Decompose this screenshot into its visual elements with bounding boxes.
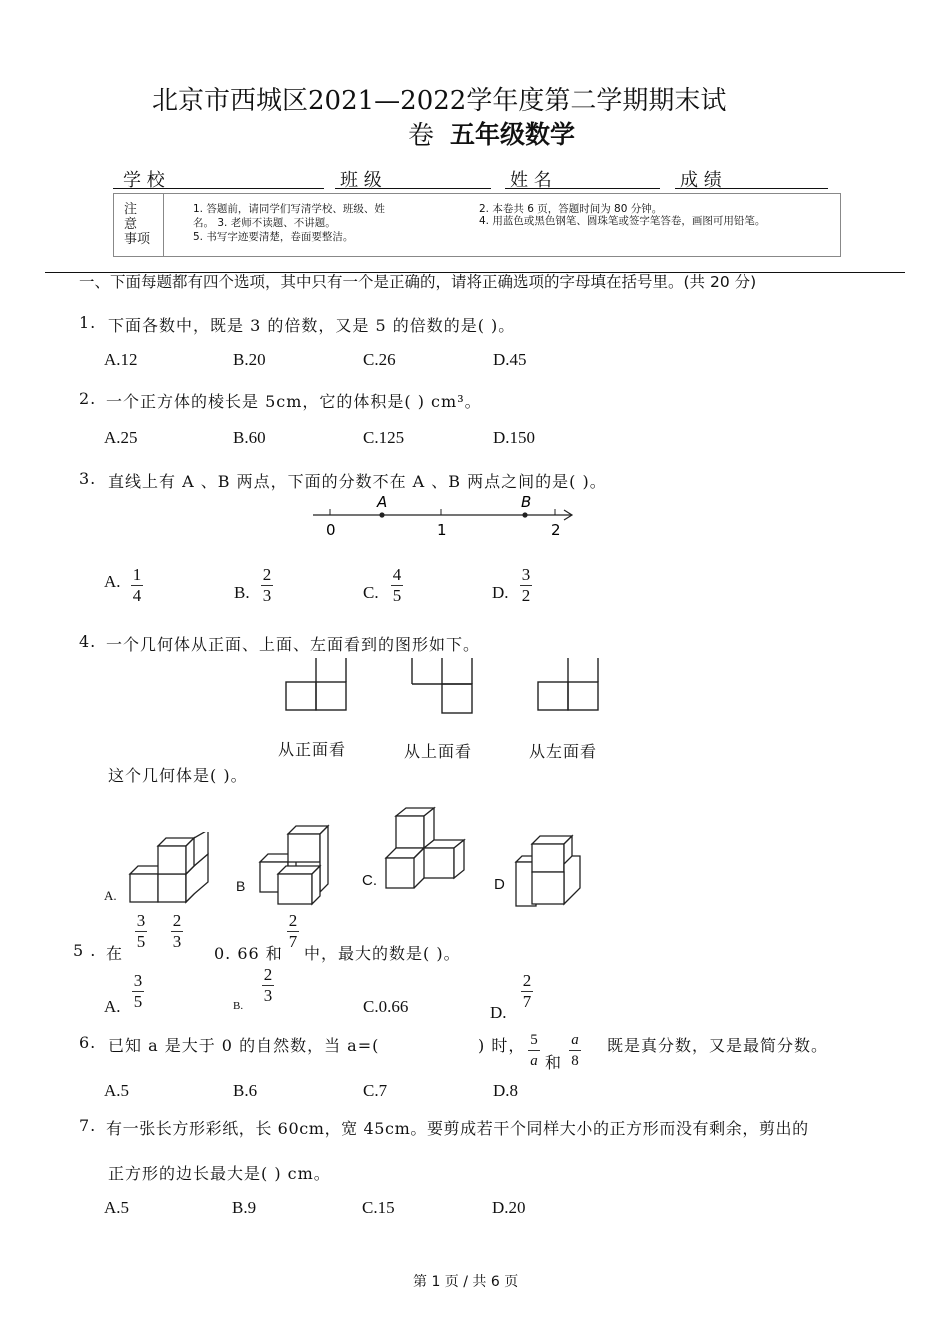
notice-label-3: 事项 xyxy=(124,232,151,247)
solid-b-figure[interactable] xyxy=(258,824,338,908)
option-c[interactable]: C.26 xyxy=(363,350,396,369)
notice-item: 名。 3. 老师不读题、不讲题。 xyxy=(193,217,336,229)
option-b[interactable]: B. xyxy=(233,1000,244,1012)
tick-label-2: 2 xyxy=(551,521,561,539)
question-text: 中，最大的数是( )。 xyxy=(304,944,461,963)
notice-item: 2. 本卷共 6 页，答题时间为 80 分钟。 xyxy=(479,203,663,215)
option-b[interactable]: B xyxy=(236,878,246,894)
question-text: 有一张长方形彩纸，长 60cm，宽 45cm。要剪成若干个同样大小的正方形而没有剩余，剪出的 xyxy=(106,1119,809,1138)
option-d[interactable]: D.8 xyxy=(493,1081,519,1100)
fraction-3-5: 3 5 xyxy=(136,911,146,951)
option-d[interactable]: D xyxy=(494,876,505,893)
number-line-figure xyxy=(305,490,585,542)
class-blank[interactable] xyxy=(335,188,491,189)
fraction-1-4: 1 4 xyxy=(132,565,142,605)
option-a[interactable]: A.12 xyxy=(104,350,138,369)
fraction-2-7: 2 7 xyxy=(288,911,298,951)
solid-d-figure[interactable] xyxy=(512,832,586,912)
page-title-line2a: 卷 xyxy=(408,121,435,151)
option-d[interactable]: D.20 xyxy=(492,1198,526,1217)
school-blank[interactable] xyxy=(113,188,324,189)
page-footer: 第 1 页 / 共 6 页 xyxy=(413,1274,519,1290)
point-b-dot xyxy=(522,512,527,517)
question-text: ) 时， xyxy=(478,1036,526,1055)
top-view-figure xyxy=(410,656,474,716)
notice-item: 5. 书写字迹要清楚，卷面要整洁。 xyxy=(193,231,354,243)
tick-label-0: 0 xyxy=(326,521,336,539)
class-label: 班 级 xyxy=(340,170,382,191)
point-b-label: B xyxy=(521,493,532,511)
fraction-2-3: 2 3 xyxy=(172,911,182,951)
question-number: 4. xyxy=(79,632,97,651)
option-c[interactable]: C.7 xyxy=(363,1081,388,1100)
option-d[interactable]: D. xyxy=(492,583,509,602)
section-heading: 一、下面每题都有四个选项，其中只有一个是正确的，请将正确选项的字母填在括号里。(共 20 分) xyxy=(79,273,757,291)
option-c[interactable]: C. xyxy=(363,583,379,602)
page-title-line2b: 五年级数学 xyxy=(450,120,576,149)
option-b[interactable]: B.9 xyxy=(232,1198,257,1217)
point-a-label: A xyxy=(377,493,388,511)
fraction-2-7: 2 7 xyxy=(522,971,532,1011)
fraction-2-3: 2 3 xyxy=(263,965,273,1005)
option-a[interactable]: A. xyxy=(104,888,117,903)
notice-item: 1. 答题前，请同学们写清学校、班级、姓 xyxy=(193,203,385,215)
score-label: 成 绩 xyxy=(680,170,722,191)
solid-a-figure[interactable] xyxy=(128,832,212,906)
question-number: 7. xyxy=(79,1116,97,1135)
option-a[interactable]: A.25 xyxy=(104,428,138,447)
option-a[interactable]: A.5 xyxy=(104,1198,130,1217)
fraction-4-5: 4 5 xyxy=(392,565,402,605)
question-text: 和 xyxy=(545,1053,563,1072)
notice-label xyxy=(114,194,164,256)
question-text: 一个几何体从正面、上面、左面看到的图形如下。 xyxy=(106,635,481,654)
question-text: 直线上有 A 、B 两点，下面的分数不在 A 、B 两点之间的是( )。 xyxy=(108,472,607,491)
question-text: 一个正方体的棱长是 5cm，它的体积是( ) cm³。 xyxy=(106,392,482,411)
notice-box xyxy=(113,193,841,257)
name-label: 姓 名 xyxy=(510,170,552,191)
option-a[interactable]: A. xyxy=(104,997,121,1016)
option-d[interactable]: D. xyxy=(490,1003,507,1022)
page-title-line1: 北京市西城区2021—2022学年度第二学期期末试 xyxy=(152,86,727,116)
option-d[interactable]: D.150 xyxy=(493,428,536,447)
option-c[interactable]: C.0.66 xyxy=(363,997,409,1016)
question-text: 既是真分数，又是最简分数。 xyxy=(607,1036,829,1055)
school-label: 学 校 xyxy=(123,170,165,191)
fraction-a-8: a 8 xyxy=(569,1031,581,1070)
front-view-figure xyxy=(284,656,348,714)
option-b[interactable]: B.6 xyxy=(233,1081,258,1100)
notice-label-1: 注 xyxy=(124,202,138,217)
option-a[interactable]: A.5 xyxy=(104,1081,130,1100)
question-text: 已知 a 是大于 0 的自然数，当 a=( xyxy=(108,1036,380,1055)
left-view-figure xyxy=(536,656,600,714)
question-number: 5 . xyxy=(73,941,97,960)
option-d[interactable]: D.45 xyxy=(493,350,527,369)
option-b[interactable]: B.60 xyxy=(233,428,266,447)
point-a-dot xyxy=(379,512,384,517)
fraction-3-2: 3 2 xyxy=(521,565,531,605)
option-c[interactable]: C.125 xyxy=(363,428,405,447)
notice-label-2: 意 xyxy=(124,217,138,232)
question-text: 正方形的边长最大是( ) cm。 xyxy=(108,1164,331,1183)
solid-c-figure[interactable] xyxy=(384,806,468,892)
option-c[interactable]: C. xyxy=(362,872,377,889)
view-caption-front: 从正面看 xyxy=(278,740,347,759)
question-text: 下面各数中，既是 3 的倍数，又是 5 的倍数的是( )。 xyxy=(108,316,516,335)
question-number: 6. xyxy=(79,1033,97,1052)
score-blank[interactable] xyxy=(675,188,828,189)
option-b[interactable]: B.20 xyxy=(233,350,266,369)
fraction-5-a: 5 a xyxy=(528,1031,540,1070)
option-a[interactable]: A. xyxy=(104,572,121,591)
question-number: 3. xyxy=(79,469,97,488)
fraction-2-3: 2 3 xyxy=(262,565,272,605)
name-blank[interactable] xyxy=(505,188,660,189)
option-c[interactable]: C.15 xyxy=(362,1198,395,1217)
view-caption-left: 从左面看 xyxy=(529,742,598,761)
question-text: 0. 66 和 xyxy=(214,944,283,963)
fraction-3-5: 3 5 xyxy=(133,971,143,1011)
question-number: 1. xyxy=(79,313,97,332)
notice-item: 4. 用蓝色或黑色钢笔、圆珠笔或签字笔答卷，画图可用铅笔。 xyxy=(479,215,766,227)
question-text: 在 xyxy=(106,944,124,963)
question-prompt: 这个几何体是( )。 xyxy=(108,766,248,785)
option-b[interactable]: B. xyxy=(234,583,250,602)
tick-label-1: 1 xyxy=(437,521,447,539)
question-number: 2. xyxy=(79,389,97,408)
view-caption-top: 从上面看 xyxy=(404,742,473,761)
